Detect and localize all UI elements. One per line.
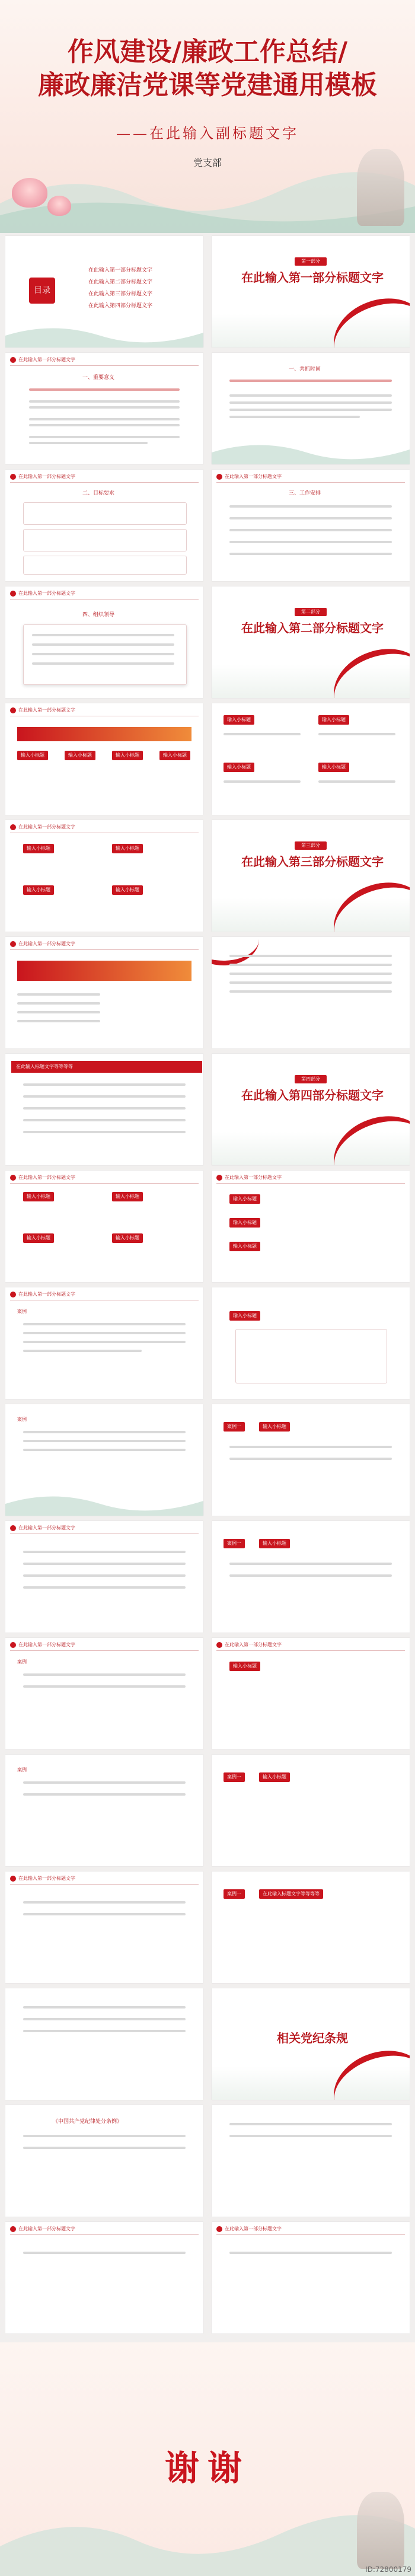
content-slide (212, 1404, 410, 1516)
party-emblem-icon (10, 941, 16, 947)
heading: 二、目标要求 (82, 490, 115, 496)
subtitle-tag: 输入小标题 (318, 715, 349, 725)
content-slide (5, 2222, 203, 2333)
content-slide (5, 1404, 203, 1516)
toc-item[interactable]: 在此输入第三部分标题文字 (88, 291, 153, 297)
case-label: 案例 (17, 1767, 27, 1772)
cover-subtitle: ——在此输入副标题文字 (116, 125, 299, 142)
subtitle-tag: 输入小标题 (159, 751, 190, 760)
subtitle-tag: 输入小标题 (112, 1192, 143, 1201)
content-slide (5, 1638, 203, 1749)
party-emblem-icon (216, 1175, 222, 1181)
section-badge: 第一部分 (295, 257, 327, 266)
content-slide (212, 1521, 410, 1633)
content-slide (5, 1171, 203, 1282)
subtitle-tag: 在此输入标题文字等等等等 (259, 1889, 323, 1899)
heading: 三、工作安排 (289, 490, 321, 496)
party-emblem-icon (216, 1642, 222, 1648)
book-title: 《中国共产党纪律处分条例》 (53, 2119, 123, 2125)
toc-label: 目录 (29, 278, 55, 304)
cover-department: 党支部 (193, 157, 222, 168)
content-slide (212, 1755, 410, 1866)
slide-header: 在此输入第一部分标题文字 (225, 474, 282, 479)
section-badge: 第三部分 (295, 841, 327, 850)
content-slide (5, 470, 203, 581)
content-slide (5, 937, 203, 1048)
subtitle-tag: 输入小标题 (259, 1772, 290, 1782)
subtitle-tag: 输入小标题 (318, 763, 349, 772)
section-slide (212, 1988, 410, 2100)
cover-title-line1: 作风建设/廉政工作总结/ (67, 37, 348, 67)
case-label: 案例 (17, 1417, 27, 1422)
toc-item[interactable]: 在此输入第一部分标题文字 (88, 267, 153, 273)
slide-header: 在此输入第一部分标题文字 (225, 1175, 282, 1180)
content-slide (5, 820, 203, 932)
lotus-icon (47, 196, 71, 216)
slide-header: 在此输入第一部分标题文字 (18, 591, 75, 596)
ribbon-decoration (323, 2038, 410, 2100)
content-slide (5, 586, 203, 698)
case-label: 案例 (17, 1309, 27, 1314)
party-emblem-icon (10, 1642, 16, 1648)
content-slide (212, 703, 410, 815)
party-emblem-icon (10, 474, 16, 480)
toc-item[interactable]: 在此输入第四部分标题文字 (88, 303, 153, 309)
stone-lion-icon (357, 149, 404, 226)
party-emblem-icon (10, 2226, 16, 2232)
case-label: 案例 (17, 1659, 27, 1665)
party-emblem-icon (10, 707, 16, 713)
subtitle-tag: 输入小标题 (23, 885, 54, 895)
slide-header: 在此输入第一部分标题文字 (18, 941, 75, 946)
subtitle-tag: 输入小标题 (224, 763, 254, 772)
party-emblem-icon (10, 1876, 16, 1882)
content-slide (212, 1287, 410, 1399)
section-slide (212, 586, 410, 698)
stone-lion-icon (357, 2492, 404, 2569)
subtitle-tag: 输入小标题 (229, 1662, 260, 1671)
subtitle-tag: 输入小标题 (229, 1311, 260, 1321)
ribbon-decoration (323, 286, 410, 347)
slide-header: 在此输入第一部分标题文字 (18, 474, 75, 479)
thanks-text: 谢谢 (164, 2448, 250, 2488)
section-title: 在此输入第三部分标题文字 (241, 855, 384, 869)
lotus-icon (12, 178, 47, 208)
slide-header: 在此输入第一部分标题文字 (225, 2226, 282, 2231)
end-slide (0, 2342, 415, 2576)
mountain-illustration (0, 150, 415, 233)
subtitle-tag: 输入小标题 (23, 844, 54, 853)
ribbon-decoration (323, 636, 410, 698)
subtitle-tag: 输入小标题 (259, 1422, 290, 1432)
slide-header: 在此输入第一部分标题文字 (18, 707, 75, 713)
party-emblem-icon (10, 1292, 16, 1297)
party-emblem-icon (10, 591, 16, 597)
case-tag: 案例一 (224, 1772, 245, 1782)
content-slide (5, 353, 203, 464)
content-slide (212, 1872, 410, 1983)
mountain-illustration (0, 2493, 415, 2576)
cover-title-line2: 廉政廉洁党课等党建通用模板 (38, 70, 377, 100)
heading: 四、组织领导 (82, 612, 115, 618)
content-slide (212, 1171, 410, 1282)
subtitle-tag: 输入小标题 (112, 1233, 143, 1243)
content-slide (212, 2105, 410, 2217)
subtitle-tag: 输入小标题 (112, 751, 143, 760)
slide-header: 在此输入第一部分标题文字 (18, 1642, 75, 1647)
subtitle-tag: 输入小标题 (17, 751, 48, 760)
section-slide (212, 236, 410, 347)
mountain-illustration (212, 435, 410, 464)
subtitle-tag: 输入小标题 (229, 1194, 260, 1204)
content-slide (212, 2222, 410, 2333)
content-slide (212, 470, 410, 581)
section-slide (212, 1054, 410, 1165)
subtitle-tag: 输入小标题 (259, 1539, 290, 1548)
content-slide (5, 1054, 203, 1165)
party-emblem-icon (216, 474, 222, 480)
content-slide (212, 1638, 410, 1749)
section-badge: 第二部分 (295, 608, 327, 616)
content-slide (5, 1755, 203, 1866)
subtitle-tag: 输入小标题 (23, 1233, 54, 1243)
section-title: 在此输入第四部分标题文字 (241, 1088, 384, 1102)
ribbon-decoration (212, 937, 259, 965)
ribbon-decoration (323, 1104, 410, 1165)
watermark: ID:72800179 (365, 2565, 411, 2574)
section-title: 在此输入第二部分标题文字 (241, 621, 384, 635)
party-emblem-icon (10, 357, 16, 363)
party-emblem-icon (216, 2226, 222, 2232)
content-slide (5, 703, 203, 815)
section-title: 相关党纪条规 (277, 2031, 348, 2045)
content-slide (5, 1521, 203, 1633)
slide-header: 在此输入第一部分标题文字 (18, 1525, 75, 1531)
subtitle-tag: 输入小标题 (229, 1242, 260, 1251)
subtitle-tag: 输入小标题 (112, 885, 143, 895)
party-emblem-icon (10, 1175, 16, 1181)
content-slide (5, 1872, 203, 1983)
subtitle-tag: 输入小标题 (229, 1218, 260, 1228)
red-title-bar: 在此输入标题文字等等等等 (11, 1061, 202, 1073)
case-tag: 案例一 (224, 1889, 245, 1899)
ribbon-decoration (323, 870, 410, 932)
subtitle-tag: 输入小标题 (224, 715, 254, 725)
mountain-illustration (5, 1486, 203, 1516)
section-slide (212, 820, 410, 932)
slide-header: 在此输入第一部分标题文字 (18, 1876, 75, 1881)
heading: 一、共抓时间 (289, 366, 321, 372)
toc-item[interactable]: 在此输入第二部分标题文字 (88, 279, 153, 285)
subtitle-tag: 输入小标题 (23, 1192, 54, 1201)
content-slide (5, 1988, 203, 2100)
content-slide (5, 1287, 203, 1399)
toc-slide (5, 236, 203, 347)
cover-slide (0, 0, 415, 233)
party-emblem-icon (10, 1525, 16, 1531)
party-emblem-icon (10, 824, 16, 830)
mountain-illustration (5, 318, 203, 347)
slide-header: 在此输入第一部分标题文字 (225, 1642, 282, 1647)
slide-header: 在此输入第一部分标题文字 (18, 1175, 75, 1180)
slide-header: 在此输入第一部分标题文字 (18, 357, 75, 362)
slide-header: 在此输入第一部分标题文字 (18, 1292, 75, 1297)
content-slide (212, 937, 410, 1048)
heading: 一、重要意义 (82, 375, 115, 381)
case-tag: 案例一 (224, 1422, 245, 1432)
subtitle-tag: 输入小标题 (65, 751, 95, 760)
content-slide (212, 353, 410, 464)
case-tag: 案例一 (224, 1539, 245, 1548)
slide-header: 在此输入第一部分标题文字 (18, 824, 75, 830)
section-title: 在此输入第一部分标题文字 (241, 270, 384, 285)
subtitle-tag: 输入小标题 (112, 844, 143, 853)
content-slide (5, 2105, 203, 2217)
slide-header: 在此输入第一部分标题文字 (18, 2226, 75, 2231)
section-badge: 第四部分 (295, 1075, 327, 1083)
